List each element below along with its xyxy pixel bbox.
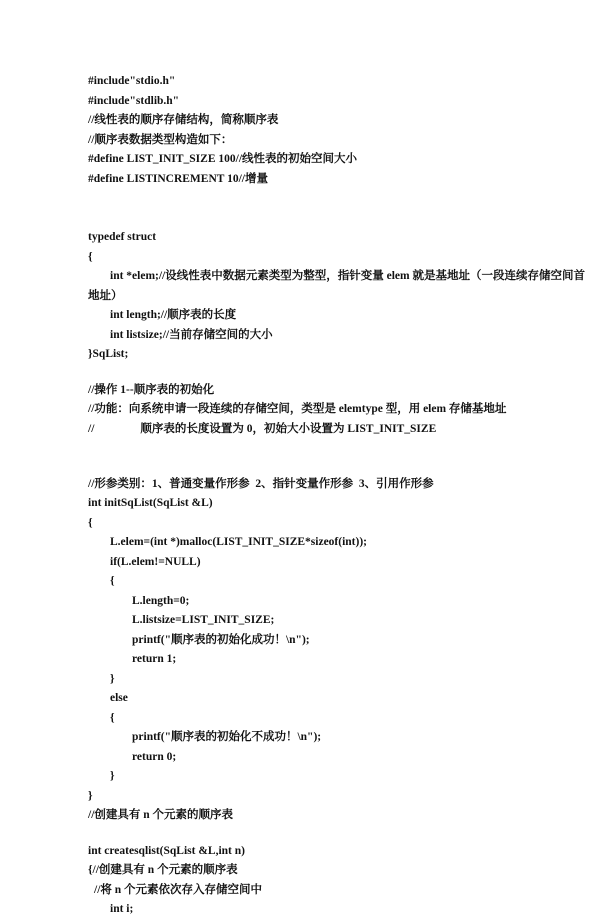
code-comment-type-construction: //顺序表数据类型构造如下：	[88, 133, 233, 146]
code-comment-create-list: //创建具有 n 个元素的顺序表	[88, 809, 234, 821]
code-line-listsize-field: int listsize;//当前存储空间的大小	[110, 328, 273, 341]
code-line-close-brace: }	[110, 770, 115, 782]
blank-line	[88, 439, 588, 459]
code-line-length-field: int length;//顺序表的长度	[110, 309, 237, 321]
code-line-close-brace: }	[88, 789, 93, 802]
code-line-open-brace: {	[110, 711, 115, 724]
code-comment-length-setting	[88, 420, 588, 440]
code-line-include-stdlib: #include"stdlib.h"	[88, 94, 180, 107]
code-line-define-init-size: #define LIST_INIT_SIZE 100//线性表的初始空间大小	[88, 153, 358, 165]
code-line-create-open-comment: {//创建具有 n 个元素的顺序表	[88, 864, 238, 876]
code-line-typedef-struct: typedef struct	[88, 231, 157, 243]
code-line-close-brace: }	[110, 672, 115, 685]
code-line-return-0: return 0;	[132, 750, 177, 763]
code-line-elem-field-text: int *elem;//设线性表中数据元素类型为整型，指针变量 elem 就是基地址（一段连续存储空间首地址）	[88, 270, 585, 302]
code-line-createsqlist-signature: int createsqlist(SqList &L,int n)	[88, 844, 245, 857]
blank-line	[88, 209, 588, 229]
blank-line	[88, 189, 588, 209]
code-line-define-increment: #define LISTINCREMENT 10//增量	[88, 172, 268, 185]
code-line-open-brace: {	[88, 250, 93, 263]
code-comment-operation-init: //操作 1--顺序表的初始化	[88, 383, 215, 396]
code-line-printf-failure: printf("顺序表的初始化不成功！\n");	[132, 731, 322, 743]
code-comment-sequential-storage: //线性表的顺序存储结构，简称顺序表	[88, 114, 279, 126]
code-line-elem-field	[88, 267, 588, 306]
code-line-printf-success: printf("顺序表的初始化成功！\n");	[132, 633, 310, 646]
code-comment-length-text: 顺序表的长度设置为 0，初始大小设置为 LIST_INIT_SIZE	[140, 422, 437, 435]
code-line-int-i: int i;	[110, 903, 134, 915]
code-line-else: else	[110, 692, 128, 704]
code-line-set-length: L.length=0;	[132, 594, 190, 607]
code-listing	[88, 72, 588, 920]
blank-line	[88, 826, 588, 842]
code-line-malloc: L.elem=(int *)malloc(LIST_INIT_SIZE*sizeof(int));	[110, 536, 367, 548]
code-line-if-not-null: if(L.elem!=NULL)	[110, 555, 201, 568]
code-comment-function-desc: //功能：向系统申请一段连续的存储空间，类型是 elemtype 型，用 elem 存储基地址	[88, 403, 507, 415]
code-line-set-listsize: L.listsize=LIST_INIT_SIZE;	[132, 614, 275, 626]
code-line-open-brace: {	[88, 516, 93, 529]
code-line-return-1: return 1;	[132, 653, 177, 665]
code-comment-param-types: //形参类别：1、普通变量作形参 2、指针变量作形参 3、引用作形参	[88, 477, 434, 490]
code-line-struct-close: }SqList;	[88, 348, 129, 360]
code-comment-store-elements: //将 n 个元素依次存入存储空间中	[94, 883, 263, 896]
blank-line	[88, 365, 588, 381]
code-comment-slashes: //	[88, 422, 95, 435]
code-line-include-stdio: #include"stdio.h"	[88, 75, 176, 87]
code-line-open-brace: {	[110, 575, 115, 587]
blank-line	[88, 459, 588, 475]
code-line-init-func-signature: int initSqList(SqList &L)	[88, 497, 213, 509]
